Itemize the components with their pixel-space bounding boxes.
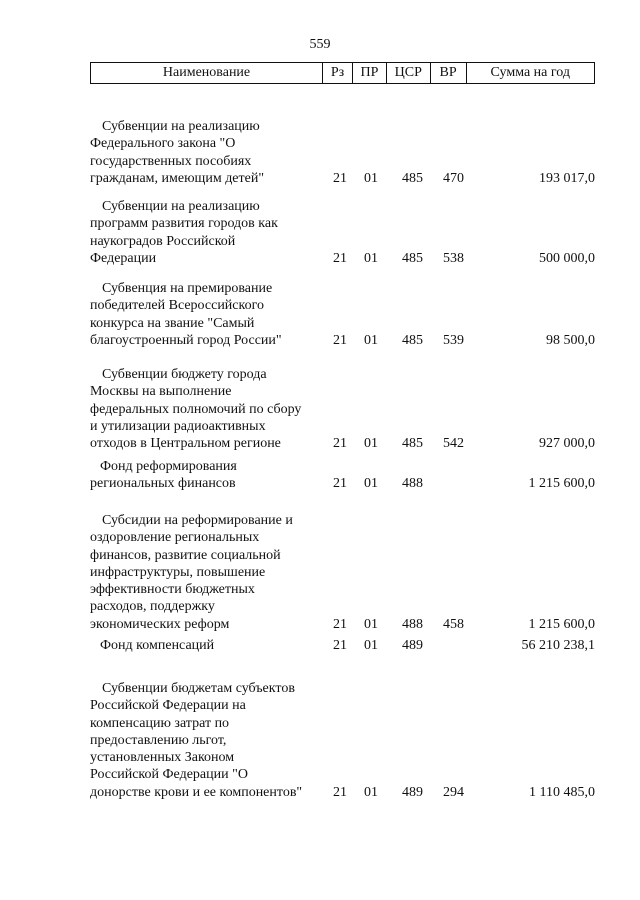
row-csr: 489 — [402, 638, 423, 653]
header-vr: ВР — [431, 63, 467, 83]
row-name-line: благоустроенный город России" — [90, 332, 282, 348]
header-name: Наименование — [91, 63, 323, 83]
row-rz: 21 — [333, 436, 347, 452]
row-name — [90, 366, 318, 452]
row-csr: 485 — [402, 436, 423, 452]
row-name-line: победителей Всероссийского — [90, 298, 264, 314]
header-pr: ПР — [353, 63, 387, 83]
row-pr: 01 — [364, 638, 378, 653]
row-name-line: региональных финансов — [90, 476, 236, 492]
row-name-line: и утилизации радиоактивных — [90, 418, 266, 434]
row-csr: 485 — [402, 250, 423, 266]
row-name-line: установленных Законом — [90, 750, 235, 766]
row-pr: 01 — [364, 476, 378, 492]
table-row — [90, 512, 595, 633]
row-sum: 1 110 485,0 — [529, 784, 595, 800]
row-name-line: Субсидии на реформирование и — [102, 513, 293, 528]
table-row — [90, 366, 595, 453]
row-name-line: Субвенции на реализацию — [102, 199, 260, 214]
table-row — [90, 118, 595, 187]
row-name-line: Российской Федерации на — [90, 698, 246, 714]
row-pr: 01 — [364, 250, 378, 266]
table-row — [90, 280, 595, 349]
row-sum: 98 500,0 — [546, 332, 595, 348]
table-row — [90, 458, 595, 493]
table-row — [90, 637, 595, 654]
row-rz: 21 — [333, 616, 347, 632]
row-sum: 1 215 600,0 — [528, 476, 595, 492]
page-number: 559 — [309, 37, 331, 52]
header-csr: ЦСР — [387, 63, 431, 83]
row-name-line: Фонд компенсаций — [100, 638, 215, 653]
row-rz: 21 — [333, 250, 347, 266]
row-pr: 01 — [364, 616, 378, 632]
row-name-line: эффективности бюджетных — [90, 582, 255, 598]
row-name-line: расходов, поддержку — [90, 599, 215, 615]
row-name-line: Фонд реформирования — [100, 459, 237, 474]
row-name — [90, 280, 318, 349]
row-sum: 193 017,0 — [539, 170, 595, 186]
row-name — [90, 118, 318, 187]
row-name-line: Субвенция на премирование — [102, 281, 273, 296]
row-sum: 56 210 238,1 — [521, 638, 595, 653]
table-row — [90, 680, 595, 801]
row-rz: 21 — [333, 638, 347, 653]
row-rz: 21 — [333, 170, 347, 186]
row-pr: 01 — [364, 332, 378, 348]
row-sum: 1 215 600,0 — [528, 616, 595, 632]
row-name-line: финансов, развитие социальной — [90, 547, 281, 563]
row-name-line: конкурса на звание "Самый — [90, 315, 255, 331]
header-rz: Рз — [323, 63, 353, 83]
row-rz: 21 — [333, 332, 347, 348]
row-name-line: инфраструктуры, повышение — [90, 564, 266, 580]
row-vr: 294 — [443, 784, 464, 800]
row-vr: 458 — [443, 616, 464, 632]
row-vr: 542 — [443, 436, 464, 452]
row-pr: 01 — [364, 784, 378, 800]
row-name-line: наукоградов Российской — [90, 233, 236, 249]
row-csr: 488 — [402, 476, 423, 492]
row-name-line: Федерации — [90, 250, 157, 266]
row-name-line: гражданам, имеющим детей" — [90, 170, 265, 186]
row-name-line: программ развития городов как — [90, 216, 278, 232]
row-sum: 500 000,0 — [539, 250, 595, 266]
row-name-line: компенсацию затрат по — [90, 715, 230, 731]
row-pr: 01 — [364, 170, 378, 186]
row-rz: 21 — [333, 784, 347, 800]
row-name-line: государственных пособиях — [90, 153, 252, 169]
row-name-line: Субвенции бюджетам субъектов — [102, 681, 295, 696]
table-header — [90, 62, 595, 84]
row-vr: 538 — [443, 250, 464, 266]
row-name — [90, 458, 318, 493]
row-name-line: федеральных полномочий по сбору — [90, 401, 302, 417]
header-sum: Сумма на год — [490, 65, 570, 80]
row-name-line: донорстве крови и ее компонентов" — [90, 784, 303, 800]
row-csr: 488 — [402, 616, 423, 632]
row-name-line: предоставлению льгот, — [90, 732, 227, 748]
row-sum: 927 000,0 — [539, 436, 595, 452]
row-name — [90, 512, 318, 633]
row-name-line: оздоровление региональных — [90, 530, 260, 546]
row-name-line: Федерального закона "О — [90, 136, 236, 152]
table-row — [90, 198, 595, 267]
row-name — [90, 637, 318, 654]
row-rz: 21 — [333, 476, 347, 492]
row-vr: 470 — [443, 170, 464, 186]
row-vr: 539 — [443, 332, 464, 348]
row-name-line: экономических реформ — [90, 616, 230, 632]
row-name-line: Российской Федерации "О — [90, 767, 248, 783]
row-csr: 485 — [402, 170, 423, 186]
row-name-line: Субвенции бюджету города — [102, 367, 267, 382]
row-name-line: Субвенции на реализацию — [102, 119, 260, 134]
row-csr: 485 — [402, 332, 423, 348]
row-pr: 01 — [364, 436, 378, 452]
row-name — [90, 680, 318, 801]
row-name-line: Москвы на выполнение — [90, 384, 232, 400]
row-name-line: отходов в Центральном регионе — [90, 436, 281, 452]
row-csr: 489 — [402, 784, 423, 800]
row-name — [90, 198, 318, 267]
